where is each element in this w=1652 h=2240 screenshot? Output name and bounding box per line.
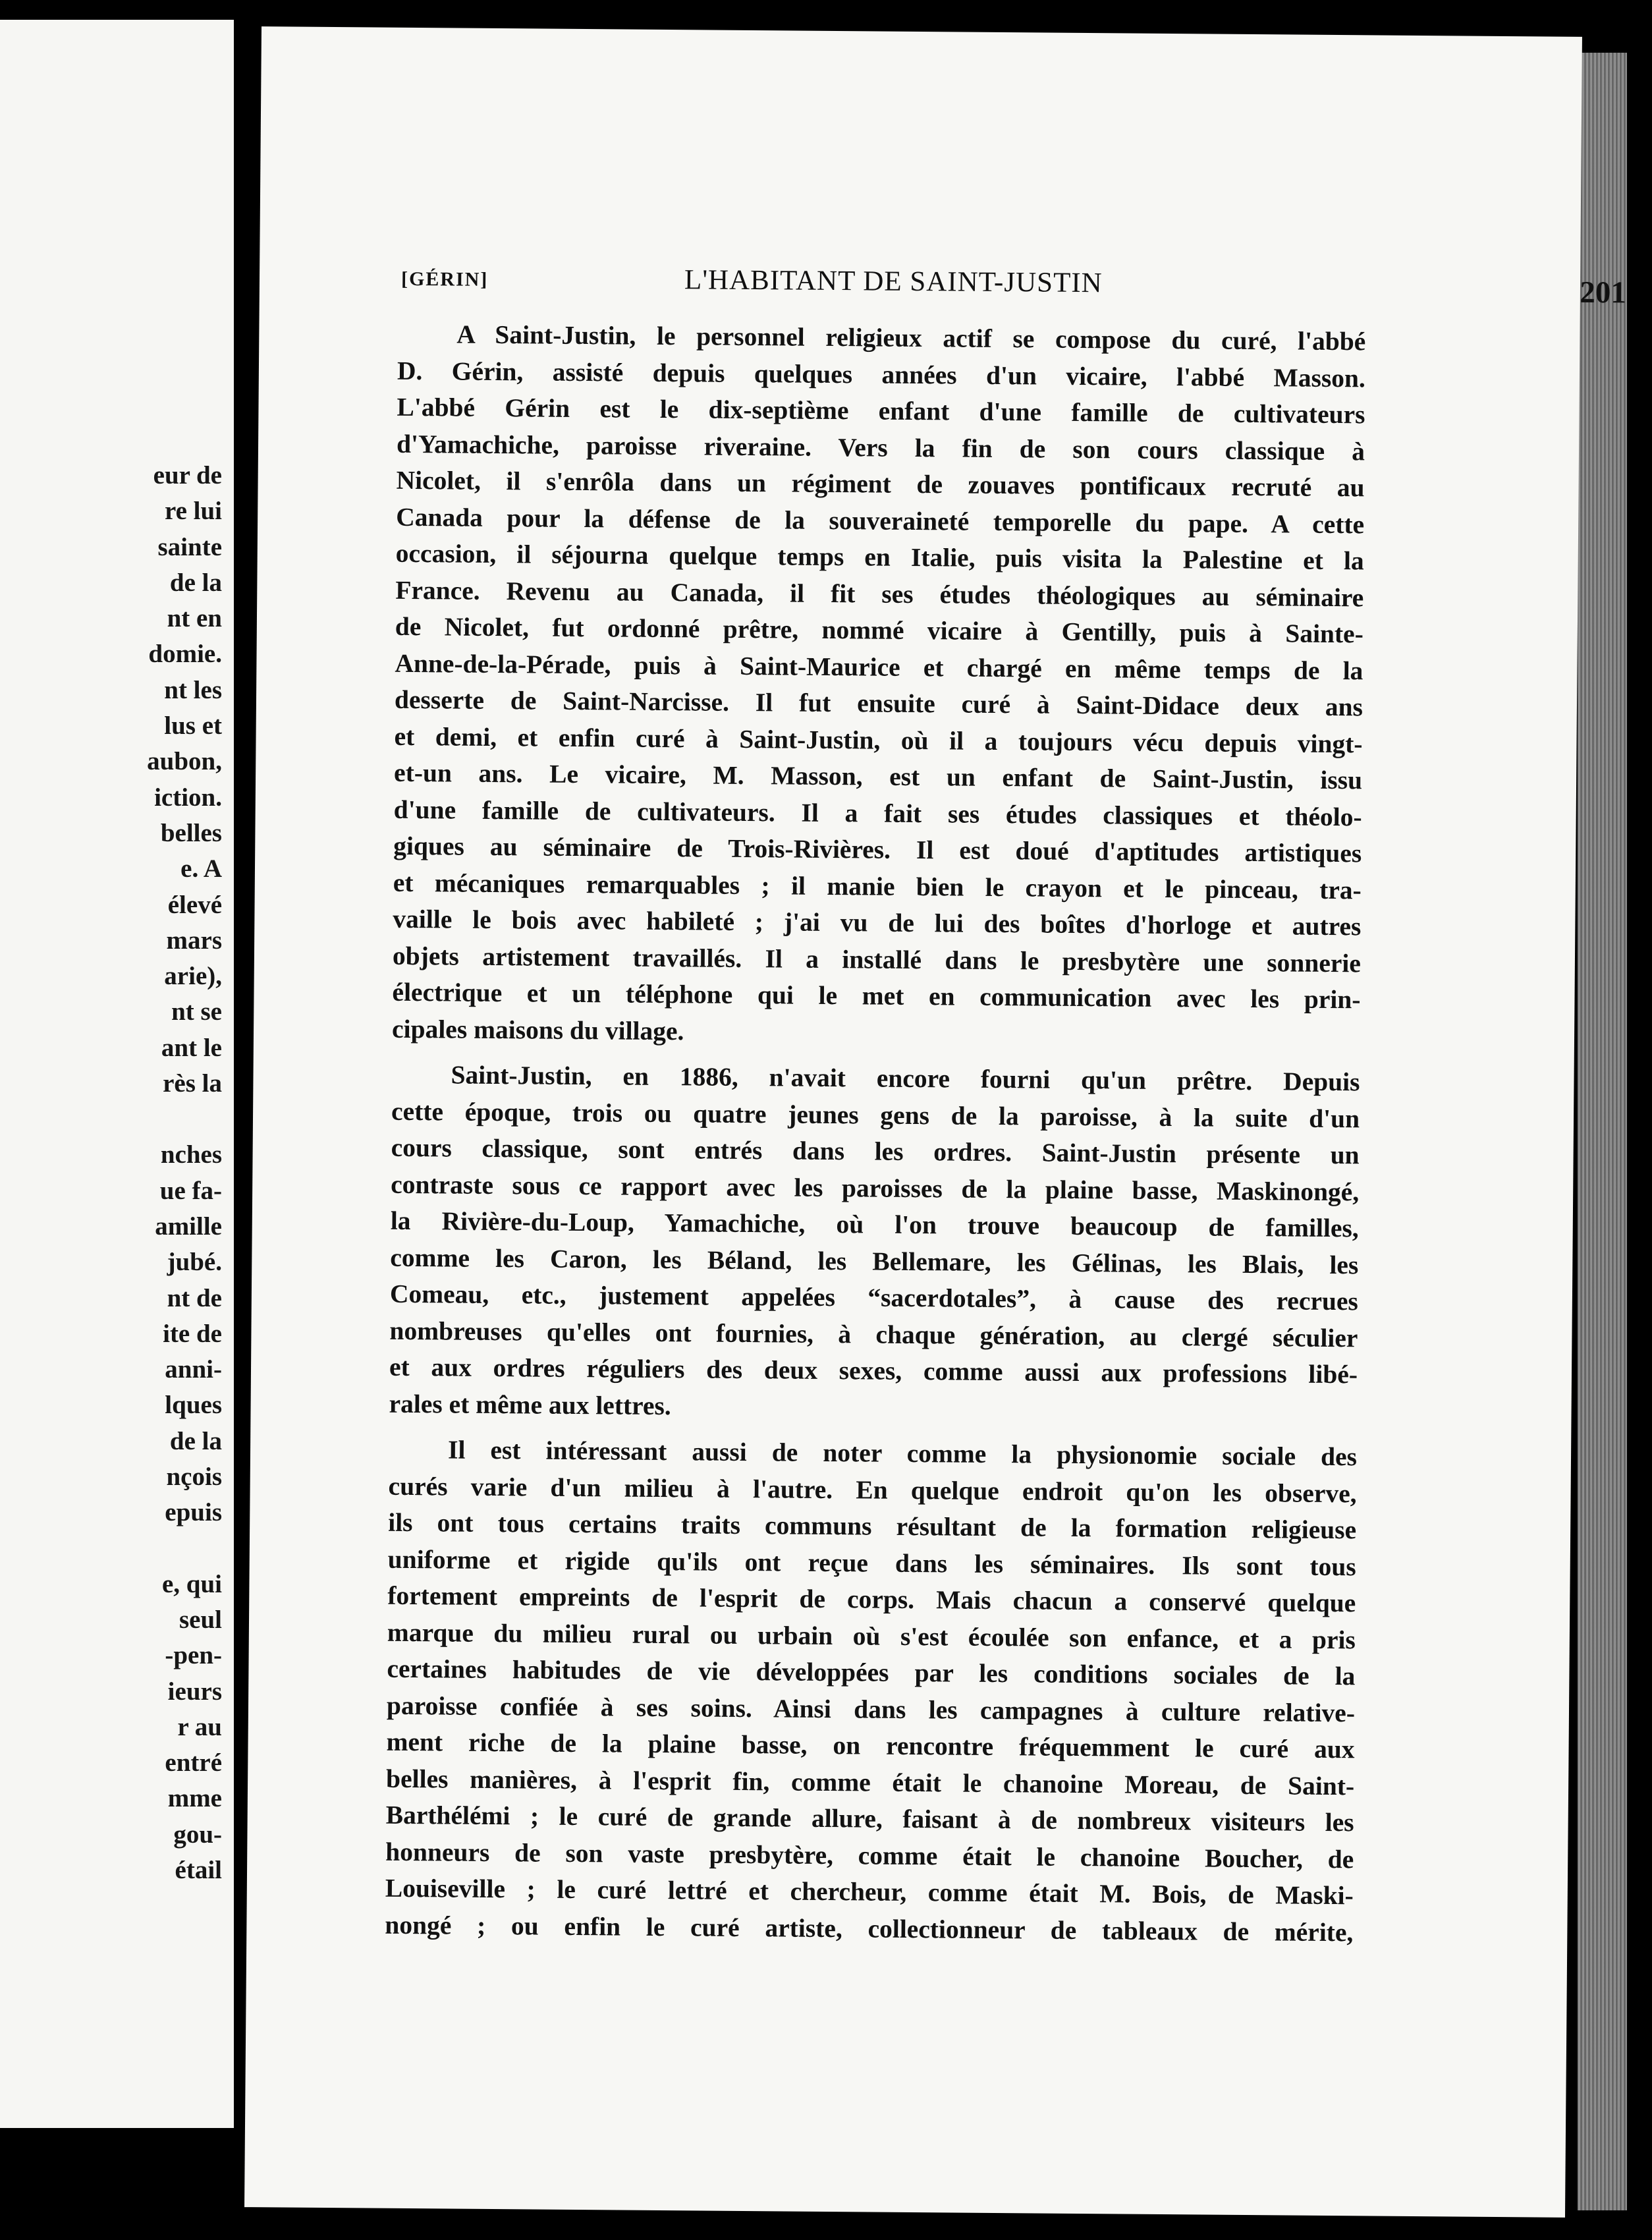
paragraph [385,1432,1357,1951]
text-line: nombreuses qu'elles ont fournies, à chaque génération, au clergé séculier [389,1316,1358,1353]
text-fragment: nçois [166,1463,222,1492]
text-fragment: de la [169,568,222,597]
text-line: ment riche de la plaine basse, on rencontre fréquemment le curé aux [386,1727,1355,1764]
text-line: L'abbé Gérin est le dix-septième enfant d'une famille de cultivateurs [397,392,1365,430]
text-line: Barthélémi ; le curé de grande allure, faisant à de nombreux visiteurs les [385,1800,1354,1837]
text-line: belles manières, à l'esprit fin, comme était le chanoine Moreau, de Saint- [385,1764,1355,1801]
text-fragment: lus et [164,712,222,741]
text-fragment: sainte [157,532,222,561]
facing-page-left [0,20,234,2128]
book-page-edges [1578,53,1627,2210]
paragraph [392,316,1366,1055]
text-fragment: étail [175,1855,222,1884]
text-fragment: élevé [167,890,222,919]
text-line: occasion, il séjourna quelque temps en Italie, puis visita la Palestine et la [395,538,1364,576]
text-line: Louiseville ; le curé lettré et chercheur, comme était M. Bois, de Maski- [385,1873,1354,1911]
text-fragment: mars [166,926,222,955]
text-fragment: nt en [167,604,222,633]
text-line: contraste sous ce rapport avec les paroisses de la plaine basse, Maskinongé, [391,1169,1360,1206]
text-line: la Rivière-du-Loup, Yamachiche, où l'on trouve beaucoup de familles, [390,1206,1359,1243]
paragraph [389,1057,1360,1430]
text-line: France. Revenu au Canada, il fit ses études théologiques au séminaire [395,575,1364,612]
text-line: honneurs de son vaste presbytère, comme était le chanoine Boucher, de [385,1837,1354,1874]
text-fragment: gou- [173,1820,222,1849]
text-fragment: lques [165,1391,222,1420]
running-header [401,262,1626,318]
text-line: cette époque, trois ou quatre jeunes gens de la paroisse, à la suite d'un [391,1096,1360,1133]
text-fragment: ite de [163,1319,222,1348]
text-fragment: nches [160,1140,222,1169]
text-fragment: ieurs [167,1677,222,1706]
text-fragment: nt les [164,675,222,704]
text-line: rales et même aux lettres. [389,1389,671,1420]
text-fragment: ant le [161,1033,222,1062]
text-line: Il est intéressant aussi de noter comme la physionomie sociale des [447,1435,1358,1472]
text-line: fortement empreints de l'esprit de corps. Mais chacun a conservé quelque [387,1581,1356,1618]
text-fragment: domie. [148,640,222,669]
text-fragment: ue fa- [159,1176,222,1205]
text-line: électrique et un téléphone qui le met en communication avec les prin- [392,977,1361,1015]
facing-page-text-fragments [24,458,222,1888]
text-fragment: jubé. [167,1248,222,1277]
text-line: cours classique, sont entrés dans les ordres. Saint-Justin présente un [391,1133,1360,1170]
text-fragment: eur de [153,461,222,490]
text-line: curés varie d'un milieu à l'autre. En quelque endroit qu'on les observe, [388,1471,1357,1508]
text-line: Nicolet, il s'enrôla dans un régiment de zouaves pontificaux recruté au [396,465,1365,503]
header-author: [GÉRIN] [400,267,489,291]
text-fragment: -pen- [165,1641,222,1670]
text-line: et aux ordres réguliers des deux sexes, comme aussi aux professions libé- [389,1352,1358,1389]
text-fragment: aubon, [147,747,222,776]
text-line: Canada pour la défense de la souveraineté temporelle du pape. A cette [396,502,1365,539]
text-fragment: e. A [180,854,222,883]
text-line: nongé ; ou enfin le curé artiste, collectionneur de tableaux de mérite, [385,1910,1354,1947]
book-page-201 [244,26,1627,2218]
fragment-gap [24,1531,222,1567]
text-fragment: anni- [165,1355,222,1384]
text-line: vaille le bois avec habileté ; j'ai vu de lui des boîtes d'horloge et autres [393,904,1362,941]
text-fragment: nt de [167,1283,222,1312]
text-fragment: e, qui [161,1569,222,1598]
text-fragment: amille [155,1212,222,1241]
text-line: de Nicolet, fut ordonné prêtre, nommé vicaire à Gentilly, puis à Sainte- [395,611,1364,649]
text-fragment: de la [169,1426,222,1455]
text-fragment: rès la [163,1069,222,1098]
text-line: ils ont tous certains traits communs résultant de la formation religieuse [388,1507,1357,1545]
page-number: 201 [1580,275,1627,310]
text-line: desserte de Saint-Narcisse. Il fut ensuite curé à Saint-Didace deux ans [394,685,1363,722]
text-line: d'Yamachiche, paroisse riveraine. Vers la fin de son cours classique à [396,429,1365,466]
text-line: et-un ans. Le vicaire, M. Masson, est un enfant de Saint-Justin, issu [393,758,1363,795]
text-fragment: arie), [164,962,222,991]
text-line: cipales maisons du village. [391,1014,684,1046]
text-line: Anne-de-la-Pérade, puis à Saint-Maurice et chargé en même temps de la [395,648,1363,685]
text-line: giques au séminaire de Trois-Rivières. Il est doué d'aptitudes artistiques [393,831,1362,868]
text-line: objets artistement travaillés. Il a installé dans le presbytère une sonnerie [392,941,1362,978]
header-title: L'HABITANT DE SAINT-JUSTIN [684,264,1103,299]
text-fragment: r au [177,1712,222,1741]
text-fragment: belles [160,818,222,847]
text-line: uniforme et rigide qu'ils ont reçue dans les séminaires. Ils sont tous [387,1544,1356,1581]
fragment-gap [24,1102,222,1137]
text-line: Comeau, etc., justement appelées “sacerdotales”, à cause des recrues [389,1279,1359,1316]
text-fragment: nt se [171,997,222,1026]
text-line: d'une famille de cultivateurs. Il a fait ses études classiques et théolo- [393,795,1362,831]
text-line: Saint-Justin, en 1886, n'avait encore fourni qu'un prêtre. Depuis [451,1060,1360,1097]
text-line: D. Gérin, assisté depuis quelques années d'un vicaire, l'abbé Masson. [397,356,1366,393]
text-fragment: re lui [164,497,222,526]
text-line: et demi, et enfin curé à Saint-Justin, où il a toujours vécu depuis vingt- [394,721,1363,758]
text-line: comme les Caron, les Béland, les Bellemare, les Gélinas, les Blais, les [390,1243,1359,1279]
text-line: paroisse confiée à ses soins. Ainsi dans les campagnes à culture relative- [386,1691,1356,1727]
text-fragment: entré [165,1749,222,1778]
text-fragment: seul [179,1605,222,1634]
text-fragment: iction. [154,783,222,812]
text-line: certaines habitudes de vie développées par les conditions sociales de la [387,1654,1356,1691]
text-line: marque du milieu rural ou urbain où s'est écoulée son enfance, et a pris [387,1617,1356,1654]
text-line: et mécaniques remarquables ; il manie bien le crayon et le pinceau, tra- [393,868,1362,905]
body-text [385,316,1365,1951]
text-fragment: epuis [165,1498,222,1527]
text-line: A Saint-Justin, le personnel religieux actif se compose du curé, l'abbé [456,320,1366,356]
text-fragment: mme [167,1784,222,1813]
